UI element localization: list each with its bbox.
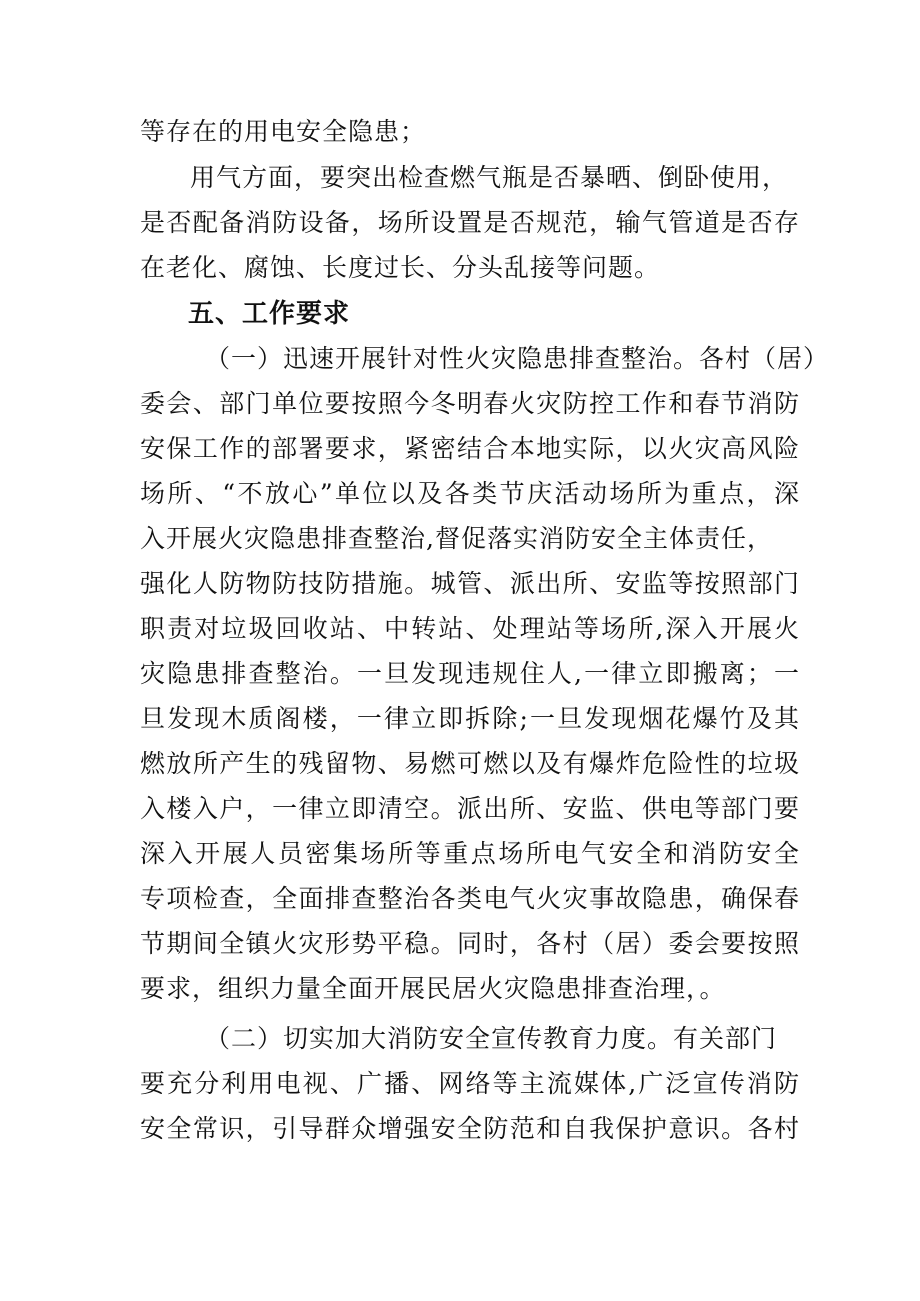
paragraph-first-line: 用气方面，要突出检查燃气瓶是否暴晒、倒卧使用， [190, 163, 789, 192]
text-line: 等存在的用电安全隐患； [140, 117, 427, 146]
text-line: 入楼入户，一律立即清空。派出所、安监、供电等部门要 [140, 794, 800, 823]
text-line: 在老化、腐蚀、长度过长、分头乱接等问题。 [140, 253, 661, 282]
paragraph-first-line: （一）迅速开展针对性火灾隐患排查整治。各村（居） [205, 344, 830, 373]
text-line: 职责对垃圾回收站、中转站、处理站等场所,深入开展火 [140, 614, 800, 643]
text-line: 委会、部门单位要按照今冬明春火灾防控工作和春节消防 [140, 389, 800, 418]
text-line: 节期间全镇火灾形势平稳。同时，各村（居）委会要按照 [140, 929, 800, 958]
text-line: 场所、“不放心”单位以及各类节庆活动场所为重点，深 [140, 479, 800, 508]
text-line: 深入开展人员密集场所等重点场所电气安全和消防安全 [140, 839, 800, 868]
paragraph-first-line: （二）切实加大消防安全宣传教育力度。有关部门 [205, 1024, 778, 1053]
text-line: 要充分利用电视、广播、网络等主流媒体,广泛宣传消防 [140, 1069, 800, 1098]
text-line: 灾隐患排查整治。一旦发现违规住人,一律立即搬离；一 [140, 659, 800, 688]
text-line: 是否配备消防设备，场所设置是否规范，输气管道是否存 [140, 208, 800, 237]
text-line: 入开展火灾隐患排查整治,督促落实消防安全主体责任， [140, 524, 773, 553]
section-heading: 五、工作要求 [188, 299, 351, 329]
text-line: 强化人防物防技防措施。城管、派出所、安监等按照部门 [140, 569, 800, 598]
text-line: 燃放所产生的残留物、易燃可燃以及有爆炸危险性的垃圾 [140, 749, 800, 778]
text-line: 专项检查，全面排查整治各类电气火灾事故隐患，确保春 [140, 884, 800, 913]
text-line: 安保工作的部署要求，紧密结合本地实际，以火灾高风险 [140, 434, 800, 463]
text-line: 安全常识，引导群众增强安全防范和自我保护意识。各村 [140, 1114, 800, 1143]
text-line: 旦发现木质阁楼，一律立即拆除;一旦发现烟花爆竹及其 [140, 704, 800, 733]
text-line: 要求，组织力量全面开展民居火灾隐患排查治理，。 [140, 974, 726, 1003]
